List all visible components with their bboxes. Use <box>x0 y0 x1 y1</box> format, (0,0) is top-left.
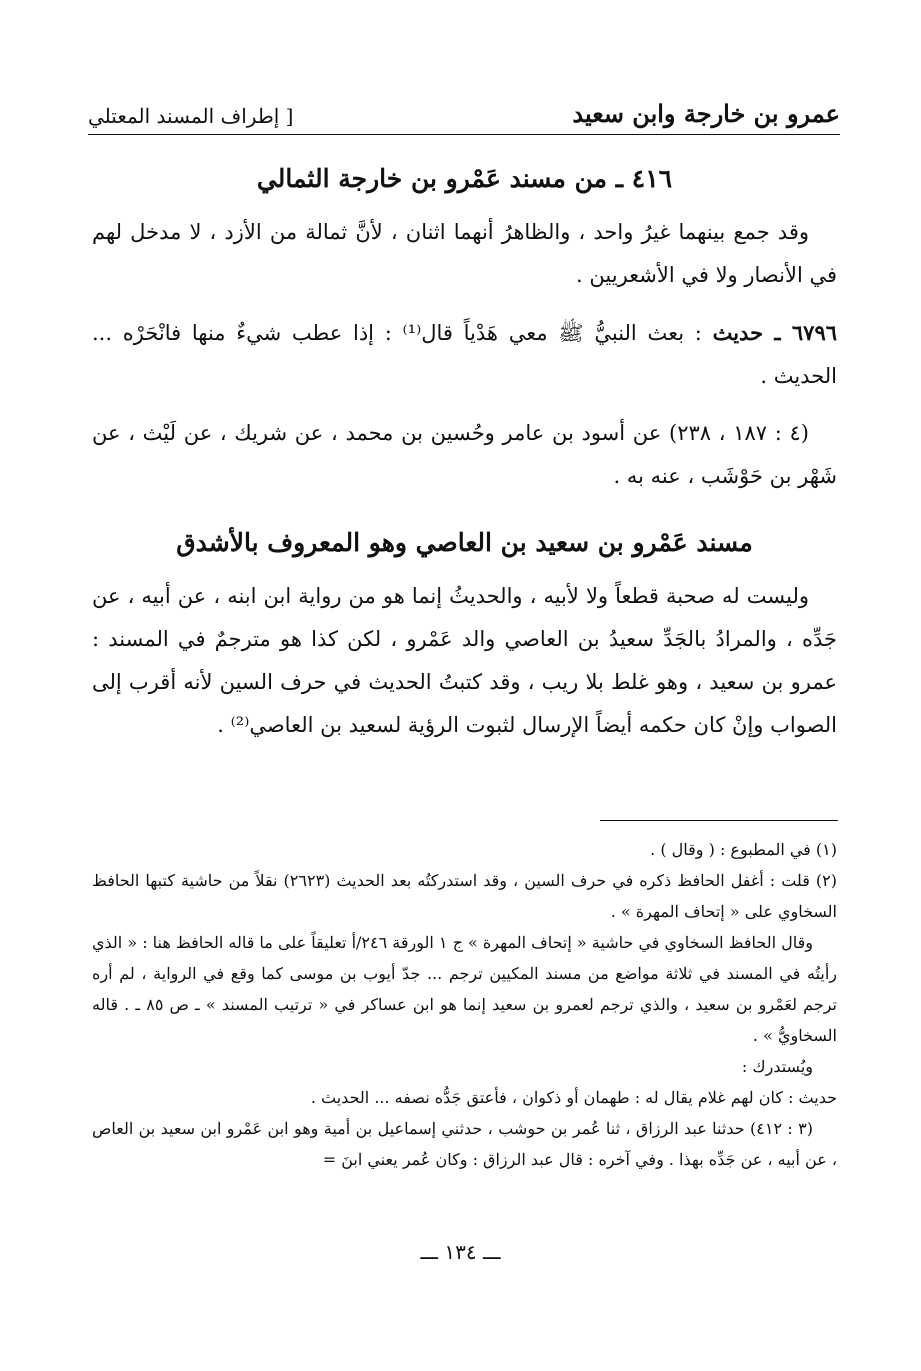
footnote-2: (٢) قلت : أغفل الحافظ ذكره في حرف السين ، وقد استدركتُه بعد الحديث (٢٦٢٣) نقلاً من حاشية كتبها الحافظ السخاوي على « إتحاف المهرة » . <box>92 871 837 921</box>
footnote-1: (١) في المطبوع : ( وقال ) . <box>650 840 837 859</box>
section2-paragraph: وليست له صحبة قطعاً ولا لأبيه ، والحديثُ إنما هو من رواية ابن ابنه ، عن أبيه ، عن جَدِّه ، والمرادُ بالجَدِّ سعيدُ بن العاصي والد عَمْرو ، لكن كذا هو مترجمٌ في المسند : عمرو بن سعيد ، وهو غلط بلا ريب ، وقد كتبتُ الحديث في حرف السين لأنه أقرب إلى الصواب وإنْ كان حكمه أيضاً الإرسال لثبوت الرؤية لسعيد بن العاصي⁽²⁾ . <box>92 584 837 737</box>
section-heading-1: ٤١٦ ـ من مسند عَمْرو بن خارجة الثمالي <box>256 164 673 193</box>
footnotes <box>92 834 837 1175</box>
isnad-paragraph: (٤ : ١٨٧ ، ٢٣٨) عن أسود بن عامر وحُسين بن محمد ، عن شريك ، عن لَيْث ، عن شَهْر بن حَوْشَب ، عنه به . <box>92 421 837 488</box>
footnote-rule <box>600 820 838 821</box>
header-book-title: [ إطراف المسند المعتلي <box>88 104 294 128</box>
section-heading-2: مسند عَمْرو بن سعيد بن العاصي وهو المعروف بالأشدق <box>176 528 753 557</box>
footnote-2-hadith: حديث : كان لهم غلام يقال له : طهمان أو ذكوان ، فأعتق جَدُّه نصفه ... الحديث . <box>310 1088 837 1107</box>
intro-paragraph: وقد جمع بينهما غيرُ واحد ، والظاهرُ أنهما اثنان ، لأنَّ ثمالة من الأزد ، لا مدخل لهم في الأنصار ولا في الأشعريين . <box>92 220 837 287</box>
hadith-text: : بعث النبيُّ ﷺ معي هَدْياً قال⁽¹⁾ : إذا عطب شيءٌ منها فانْحَرْه ... الحديث . <box>92 321 837 388</box>
header-chapter-title: عمرو بن خارجة وابن سعيد <box>572 99 840 128</box>
footnote-2-addendum: ويُستدرك : <box>741 1057 813 1076</box>
footnote-2-isnad: (٣ : ٤١٢) حدثنا عبد الرزاق ، ثنا عُمر بن حوشب ، حدثني إسماعيل بن أمية وهو ابن عَمْرو ابن سعيد بن العاص ، عن أبيه ، عن جَدِّه بهذا . وفي آخره : قال عبد الرزاق : وكان عُمر يعني ابنَ = <box>92 1119 837 1169</box>
page-number: ـــ ١٣٤ ـــ <box>420 1240 501 1264</box>
footnote-2-continued: وقال الحافظ السخاوي في حاشية « إتحاف المهرة » ج ١ الورقة ٢٤٦/أ تعليقاً على ما قاله الحافظ هنا : « الذي رأيتُه في المسند في ثلاثة مواضع من مسند المكيين ترجم ... جدّ أيوب بن موسى كما وقع في الرواية ، لم أره ترجم لعَمْرو بن سعيد ، والذي ترجم لعمرو بن سعيد إنما هو ابن عساكر في « ترتيب المسند » ـ ص ٨٥ ـ . قاله السخاويُّ » . <box>92 933 837 1045</box>
main-text <box>92 150 837 761</box>
hadith-number: ٦٧٩٦ ـ حديث <box>712 320 838 345</box>
header-rule <box>88 134 840 135</box>
running-header <box>88 88 840 128</box>
hadith-entry <box>92 311 837 398</box>
